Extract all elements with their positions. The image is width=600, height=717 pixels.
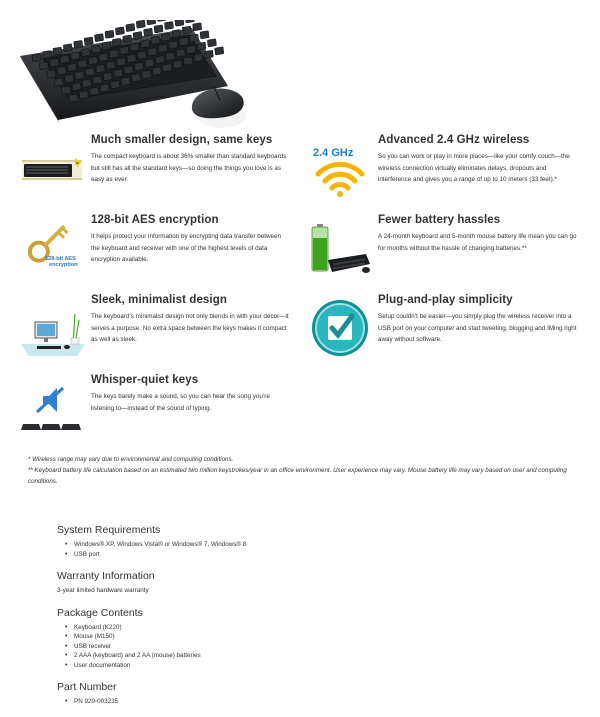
keycap xyxy=(141,40,150,48)
keycap xyxy=(121,77,130,85)
keycap xyxy=(39,62,48,70)
keycap xyxy=(32,54,41,62)
key-icon xyxy=(21,214,85,278)
keycap xyxy=(68,63,77,71)
keycap xyxy=(215,47,224,55)
keycap xyxy=(85,68,94,76)
keycap xyxy=(53,47,62,55)
keycap xyxy=(158,44,167,52)
keycap xyxy=(194,54,203,62)
keycap xyxy=(60,55,69,63)
keycap xyxy=(169,41,178,49)
keycap xyxy=(154,25,163,33)
keycap xyxy=(72,83,81,91)
keycap xyxy=(207,39,216,47)
key-icon-label-2: encryption xyxy=(49,262,78,268)
battery-icon xyxy=(308,214,372,278)
keycap xyxy=(157,20,166,22)
feature-title: Advanced 2.4 GHz wireless xyxy=(378,134,530,146)
keycap xyxy=(148,48,157,56)
keycap xyxy=(130,43,139,51)
system-requirements-list xyxy=(57,540,557,559)
keycap xyxy=(106,61,115,69)
footnotes xyxy=(28,454,593,487)
keycap xyxy=(185,20,194,23)
keycap xyxy=(82,79,91,87)
keycap xyxy=(115,27,124,35)
keycap xyxy=(131,74,140,82)
keycap xyxy=(54,78,63,86)
list-item: • Windows® XP, Windows Vista® or Windows® 7, Windows® 8 xyxy=(57,540,557,550)
keycap xyxy=(57,67,66,75)
feature-body: The keyboard’s minimalist design not only blends in with your décor—it serves a purpose. No extra space between the keys makes it compact as well as sleek. xyxy=(91,313,289,343)
part-number-heading: Part Number xyxy=(57,681,117,693)
keycap xyxy=(134,62,143,70)
keycap xyxy=(137,51,146,59)
keycap xyxy=(42,50,51,58)
keycap xyxy=(161,33,170,41)
keycap xyxy=(172,29,181,37)
list-item: • 2 AAA (keyboard) and 2 AA (mouse) batteries xyxy=(57,651,557,661)
keycap xyxy=(81,48,90,56)
keycap xyxy=(61,86,70,94)
feature-body: Setup couldn’t be easier—you simply plug the wireless receiver into a USB port on your computer and start tweeting, blogging and IMing right away without software. xyxy=(378,313,577,343)
feature-body: A 24-month keyboard and 5-month mouse battery life mean you can go for months without the hassle of changing batteries.** xyxy=(378,233,577,252)
keycap xyxy=(183,57,192,65)
keycap xyxy=(151,36,160,44)
keycap xyxy=(112,38,121,46)
feature-title: 128-bit AES encryption xyxy=(91,214,219,226)
warranty-heading: Warranty Information xyxy=(57,570,155,582)
keycap xyxy=(105,30,114,38)
keycap xyxy=(50,58,59,66)
keycap xyxy=(127,54,136,62)
feature-title: Sleek, minimalist design xyxy=(91,294,227,306)
keycap xyxy=(126,23,135,31)
footnote-wireless-range: * Wireless range may vary due to environmental and computing conditions. xyxy=(28,456,234,463)
keycap xyxy=(193,23,202,31)
keycap xyxy=(123,35,132,43)
keycap xyxy=(90,87,99,95)
keycap xyxy=(164,21,173,29)
feature-body: So you can work or play in more places—like your comfy couch—the wireless connection virtually eliminates delays, dropouts and interference and gives you a range of up to 10 meters (33 feet).* xyxy=(378,153,570,183)
feature-body: The keys barely make a sound, so you can hear the song you’re listening to—instead of the sound of typing. xyxy=(91,393,270,412)
feature-title: Fewer battery hassles xyxy=(378,214,501,226)
product-hero-image xyxy=(14,20,254,128)
list-item: • Keyboard (K220) xyxy=(57,623,557,633)
feature-title: Whisper-quiet keys xyxy=(91,374,199,386)
keycap xyxy=(84,37,93,45)
keycap xyxy=(99,53,108,61)
mute-speaker-icon xyxy=(21,374,85,438)
keycap xyxy=(182,26,191,34)
keycap xyxy=(100,84,109,92)
keycap xyxy=(74,40,83,48)
list-item: • Mouse (M150) xyxy=(57,632,557,642)
warranty-text: 3-year limited hardware warranty xyxy=(57,587,149,594)
keycap xyxy=(63,44,72,52)
keycap xyxy=(91,45,100,53)
feature-body: The compact keyboard is about 36% smaller than standard keyboards but still has all the standard keys—so doing the things you love is as easy as ever. xyxy=(91,153,287,183)
keycap xyxy=(111,81,120,89)
keycap xyxy=(144,28,153,36)
specifications xyxy=(57,524,557,717)
keycap xyxy=(65,75,74,83)
keycap xyxy=(152,67,161,75)
system-requirements-heading: System Requirements xyxy=(57,524,161,536)
keycap xyxy=(75,71,84,79)
keycap xyxy=(96,64,105,72)
package-contents-heading: Package Contents xyxy=(57,606,143,619)
keycap xyxy=(166,52,175,60)
wifi-icon-label: 2.4 GHz xyxy=(313,147,354,159)
keycap xyxy=(176,49,185,57)
keycap xyxy=(95,34,104,42)
keycap xyxy=(117,58,126,66)
keycap xyxy=(197,42,206,50)
list-item: • USB port xyxy=(57,550,557,560)
keycap xyxy=(79,91,88,99)
keycap xyxy=(145,59,154,67)
svg-text:✂: ✂ xyxy=(75,161,80,167)
keycap xyxy=(88,56,97,64)
keycap xyxy=(204,50,213,58)
keycap xyxy=(179,37,188,45)
keycap xyxy=(93,76,102,84)
keycap xyxy=(200,31,209,39)
keycap xyxy=(133,32,142,40)
keycap xyxy=(173,60,182,68)
feature-title: Plug-and-play simplicity xyxy=(378,294,513,306)
keycap xyxy=(114,69,123,77)
package-contents-list xyxy=(57,623,557,671)
keycap xyxy=(186,46,195,54)
keyboard-mouse-image xyxy=(14,20,254,128)
wifi-icon xyxy=(308,134,372,198)
keycap xyxy=(120,46,129,54)
keycap xyxy=(103,72,112,80)
keycap xyxy=(147,20,156,25)
key-icon-label-1: 128-bit AES xyxy=(45,256,76,262)
keycap xyxy=(155,56,164,64)
list-item: • PN 920-003235 xyxy=(57,697,557,707)
keycap xyxy=(124,66,133,74)
desk-icon xyxy=(21,294,85,358)
keycap xyxy=(163,64,172,72)
keycap xyxy=(190,34,199,42)
keycap xyxy=(136,20,145,28)
keycap xyxy=(109,50,118,58)
keycap xyxy=(47,70,56,78)
keycap xyxy=(69,94,78,102)
list-item: • User documentation xyxy=(57,661,557,671)
keycap xyxy=(175,20,184,26)
checkmark-icon xyxy=(308,294,372,358)
keycap xyxy=(142,70,151,78)
keycap xyxy=(78,60,87,68)
part-number-list xyxy=(57,697,557,707)
feature-body: It helps protect your information by encrypting data transfer between the keyboard and receiver with one of the highest levels of data encryption available. xyxy=(91,233,282,263)
compact-keyboard-icon xyxy=(21,134,85,198)
feature-title: Much smaller design, same keys xyxy=(91,134,273,146)
keycap xyxy=(102,42,111,50)
list-item: • USB receiver xyxy=(57,642,557,652)
keycap xyxy=(71,52,80,60)
footnote-battery-life: ** Keyboard battery life calculation based on an estimated two million keystrokes/year in an office environment. User experience may vary. Mouse battery life may vary based on user and computing conditions. xyxy=(28,467,567,485)
